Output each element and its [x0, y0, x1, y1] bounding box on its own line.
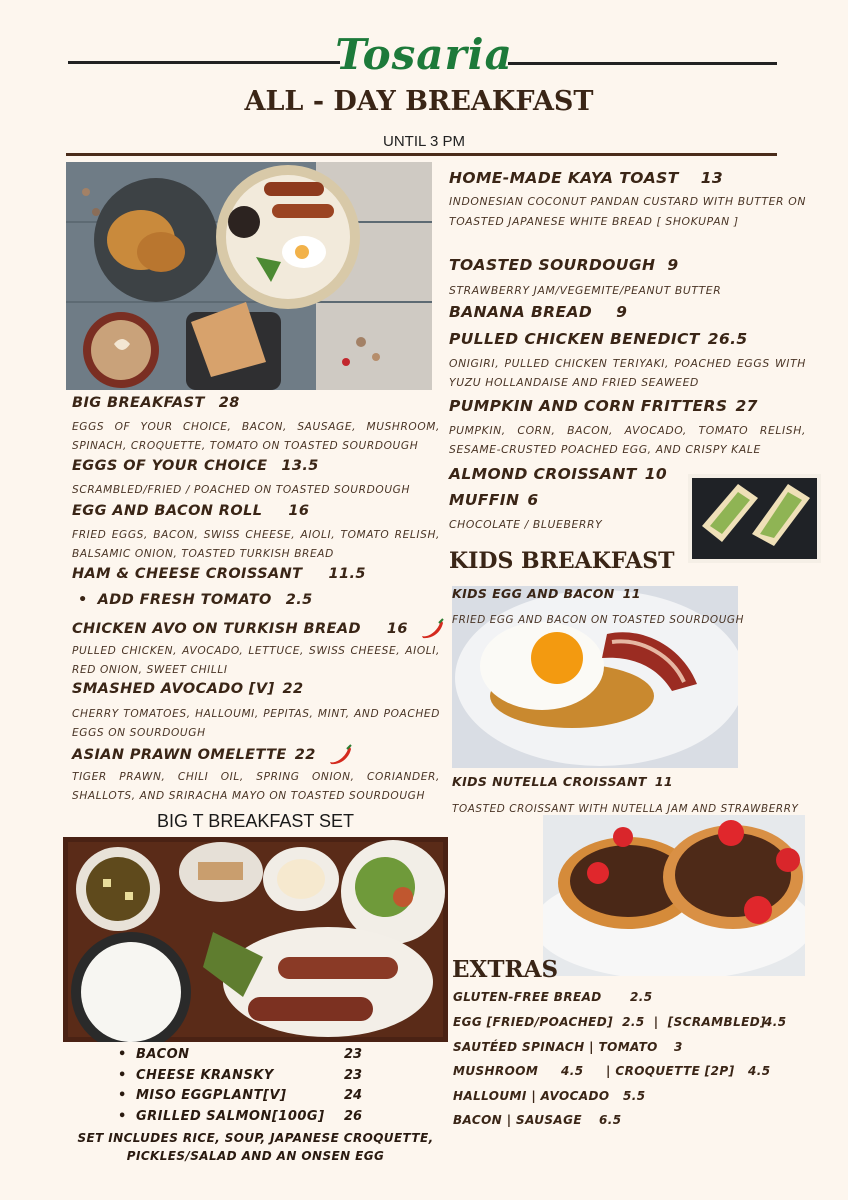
big-breakfast-photo — [66, 162, 432, 390]
set-item-bacon — [118, 1047, 190, 1062]
item-price: 22 — [294, 747, 316, 763]
item-eggs-of-your-choice-name — [72, 458, 319, 474]
set-item-cheese-kransky-price: 23 — [344, 1068, 363, 1083]
page-subtitle: UNTIL 3 PM — [383, 133, 465, 150]
extras-croquette-price: 4.5 — [748, 1064, 771, 1078]
item-price: 9 — [667, 256, 679, 274]
item-pulled-chicken-benedict-desc: ONIGIRI, PULLED CHICKEN TERIYAKI, POACHED EGGS WITH YUZU HOLLANDAISE AND FRIED SEAWEED — [449, 357, 806, 389]
extras-text: SAUTÉED SPINACH | TOMATO — [453, 1040, 658, 1054]
item-price: 6 — [527, 491, 539, 509]
extras-mushroom-price: 4.5 — [561, 1064, 584, 1078]
kids-item-nutella-name — [452, 774, 673, 789]
item-name: CHICKEN AVO ON TURKISH BREAD — [72, 621, 361, 637]
set-item-miso-eggplant-price: 24 — [344, 1088, 363, 1103]
item-name: ADD FRESH TOMATO — [97, 592, 272, 608]
extras-spinach-tomato — [453, 1040, 658, 1054]
item-name: PUMPKIN AND CORN FRITTERS — [449, 397, 728, 415]
item-price: 13 — [700, 169, 724, 187]
set-item-name: GRILLED SALMON[100G] — [136, 1109, 325, 1124]
item-chicken-avo-name — [72, 618, 445, 640]
extras-text: MUSHROOM — [453, 1064, 539, 1078]
item-name: BIG BREAKFAST — [72, 395, 205, 411]
item-price: 28 — [218, 395, 240, 411]
item-price: 11 — [622, 586, 641, 601]
extras-halloumi-avocado-price: 5.5 — [623, 1089, 646, 1103]
item-pumpkin-fritters-desc: PUMPKIN, CORN, BACON, AVOCADO, TOMATO RELISH, SESAME-CRUSTED POACHED EGG, AND CRISPY KALE — [449, 424, 806, 456]
extras-spinach-tomato-price: 3 — [674, 1040, 683, 1054]
item-chicken-avo-desc: PULLED CHICKEN, AVOCADO, LETTUCE, SWISS CHEESE, AIOLI, RED ONION, SWEET CHILLI — [72, 645, 440, 676]
extras-bacon-sausage-price: 6.5 — [599, 1113, 622, 1127]
extras-halloumi-avocado — [453, 1089, 610, 1103]
set-item-grilled-salmon — [118, 1109, 325, 1124]
set-item-name: MISO EGGPLANT[V] — [136, 1088, 287, 1103]
item-toasted-sourdough-name — [449, 256, 679, 274]
big-t-photo — [63, 837, 448, 1042]
item-pumpkin-fritters-name — [449, 397, 758, 415]
item-eggs-of-your-choice-desc: SCRAMBLED/FRIED / POACHED ON TOASTED SOURDOUGH — [72, 484, 411, 496]
extras-section-title: EXTRAS — [452, 956, 559, 983]
kids-item-nutella-desc: TOASTED CROISSANT WITH NUTELLA JAM AND STRAWBERRY — [452, 803, 799, 815]
bullet: • — [78, 592, 88, 608]
item-asian-prawn-name — [72, 744, 353, 766]
kaya-toast-photo — [688, 474, 821, 563]
chili-icon — [327, 744, 353, 766]
kids-nutella-photo — [543, 815, 805, 976]
extras-text: HALLOUMI | AVOCADO — [453, 1089, 610, 1103]
set-item-bacon-price: 23 — [344, 1047, 363, 1062]
item-name: EGG AND BACON ROLL — [72, 503, 263, 519]
item-almond-croissant-name — [449, 465, 667, 483]
extras-text: BACON | SAUSAGE — [453, 1113, 582, 1127]
item-pulled-chicken-benedict-name — [449, 330, 748, 348]
extras-egg — [453, 1015, 766, 1029]
item-price: 13.5 — [281, 458, 319, 474]
kaya-toast-illustration — [688, 474, 821, 563]
item-name: TOASTED SOURDOUGH — [449, 256, 656, 274]
set-item-name: BACON — [136, 1047, 190, 1062]
item-kaya-toast-name — [449, 169, 723, 187]
kids-item-egg-bacon-name — [452, 586, 641, 601]
extras-mushroom — [453, 1064, 538, 1078]
kids-section-title: KIDS BREAKFAST — [449, 548, 675, 574]
item-add-fresh-tomato — [78, 592, 313, 608]
set-item-miso-eggplant — [118, 1088, 287, 1103]
page-title: ALL - DAY BREAKFAST — [244, 86, 594, 117]
extras-gluten-free — [453, 990, 602, 1004]
item-ham-cheese-croissant-name — [72, 566, 366, 582]
set-item-name: CHEESE KRANSKY — [136, 1068, 274, 1083]
chili-icon — [419, 618, 445, 640]
big-t-illustration — [63, 837, 448, 1042]
big-t-note-line2: PICKLES/SALAD AND AN ONSEN EGG — [126, 1149, 385, 1163]
item-name: ASIAN PRAWN OMELETTE — [72, 747, 287, 763]
item-name: ALMOND CROISSANT — [449, 465, 637, 483]
item-name: BANANA BREAD — [449, 303, 593, 321]
logo: Tosaria — [335, 30, 513, 79]
item-name: EGGS OF YOUR CHOICE — [72, 458, 268, 474]
set-item-grilled-salmon-price: 26 — [344, 1109, 363, 1124]
item-price: 10 — [644, 465, 668, 483]
item-muffin-desc: CHOCOLATE / BLUEBERRY — [449, 518, 603, 531]
item-name: KIDS EGG AND BACON — [452, 586, 615, 601]
header-underline — [66, 153, 777, 156]
big-breakfast-illustration — [66, 162, 432, 390]
item-price: 11.5 — [328, 566, 366, 582]
item-big-breakfast-desc: EGGS OF YOUR CHOICE, BACON, SAUSAGE, MUSHROOM, SPINACH, CROQUETTE, TOMATO ON TOASTED SOURDOUGH — [72, 421, 440, 452]
big-t-note-line1: SET INCLUDES RICE, SOUP, JAPANESE CROQUETTE, — [77, 1131, 434, 1145]
big-t-title: BIG T BREAKFAST SET — [156, 811, 355, 831]
bullet: • — [118, 1088, 127, 1103]
item-name: SMASHED AVOCADO [V] — [72, 681, 275, 697]
item-smashed-avocado-desc: CHERRY TOMATOES, HALLOUMI, PEPITAS, MINT, AND POACHED EGGS ON SOURDOUGH — [72, 708, 440, 739]
item-name: KIDS NUTELLA CROISSANT — [452, 774, 647, 789]
item-price: 16 — [288, 503, 310, 519]
item-name: PULLED CHICKEN BENEDICT — [449, 330, 700, 348]
item-price: 27 — [735, 397, 758, 415]
kids-nutella-illustration — [543, 815, 805, 976]
bullet: • — [118, 1109, 127, 1124]
bullet: • — [118, 1047, 127, 1062]
item-egg-bacon-roll-name — [72, 503, 309, 519]
kids-item-egg-bacon-desc: FRIED EGG AND BACON ON TOASTED SOURDOUGH — [452, 614, 744, 626]
item-price: 2.5 — [285, 592, 313, 608]
item-toasted-sourdough-desc: STRAWBERRY JAM/VEGEMITE/PEANUT BUTTER — [449, 284, 722, 297]
extras-gluten-free-price: 2.5 — [630, 990, 653, 1004]
item-price: 9 — [616, 303, 628, 321]
item-price: 22 — [282, 681, 304, 697]
item-egg-bacon-roll-desc: FRIED EGGS, BACON, SWISS CHEESE, AIOLI, TOMATO RELISH, BALSAMIC ONION, TOASTED TURKISH BREAD — [72, 529, 440, 560]
extras-text: GLUTEN-FREE BREAD — [453, 990, 602, 1004]
item-name: HAM & CHEESE CROISSANT — [72, 566, 303, 582]
item-banana-bread-name — [449, 303, 627, 321]
extras-egg-price: 4.5 — [764, 1015, 787, 1029]
item-name: HOME-MADE KAYA TOAST — [449, 169, 679, 187]
extras-bacon-sausage — [453, 1113, 582, 1127]
extras-text: EGG [FRIED/POACHED] 2.5 | [SCRAMBLED] — [453, 1015, 766, 1029]
item-big-breakfast-name — [72, 395, 240, 411]
item-price: 26.5 — [707, 330, 748, 348]
bullet: • — [118, 1068, 127, 1083]
item-price: 11 — [654, 774, 674, 789]
item-asian-prawn-desc: TIGER PRAWN, CHILI OIL, SPRING ONION, CORIANDER, SHALLOTS, AND SRIRACHA MAYO ON TOASTED SOURDOUGH — [72, 771, 440, 802]
item-kaya-toast-desc: INDONESIAN COCONUT PANDAN CUSTARD WITH BUTTER ON TOASTED JAPANESE WHITE BREAD [ SHOKUPAN ] — [449, 195, 806, 228]
item-name: MUFFIN — [449, 491, 520, 509]
item-smashed-avocado-name — [72, 681, 304, 697]
item-price: 16 — [386, 621, 408, 637]
extras-croquette — [606, 1064, 735, 1078]
item-muffin-name — [449, 491, 539, 509]
extras-text: | CROQUETTE [2P] — [606, 1064, 735, 1078]
set-item-cheese-kransky — [118, 1068, 274, 1083]
